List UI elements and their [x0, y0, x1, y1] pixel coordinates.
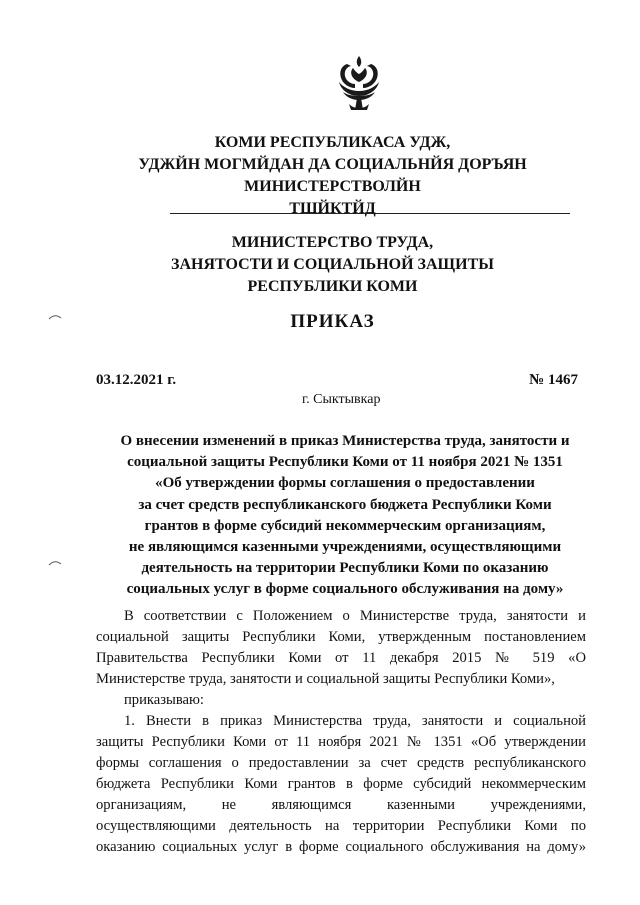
body-line: защиты Республики Коми от 11 ноября 2021 № 1351 «Об утверждении: [96, 734, 586, 750]
header-ministry: [50, 232, 615, 298]
document-number: № 1467: [529, 372, 578, 388]
header-komi-line: МИНИСТЕРСТВОЛЙН: [244, 178, 421, 195]
header-divider: [170, 213, 570, 214]
header-komi-line: УДЖЙН МОГМЙДАН ДА СОЦИАЛЬНЙЯ ДОРЪЯН: [138, 156, 527, 173]
subject-line: социальной защиты Республики Коми от 11 ноября 2021 № 1351: [127, 454, 563, 471]
body-line: 1. Внести в приказ Министерства труда, занятости и социальной: [124, 713, 586, 729]
document-city: г. Сыктывкар: [302, 392, 381, 407]
header-komi: [50, 132, 615, 220]
subject-line: социальных услуг в форме социального обслуживания на дому»: [126, 581, 564, 598]
scan-mark-icon: [48, 314, 62, 320]
body-line: формы соглашения о предоставлении за счет средств республиканского: [96, 755, 586, 771]
body-line: организациям, не являющимся казенными учреждениями,: [96, 797, 586, 813]
subject-line: О внесении изменений в приказ Министерства труда, занятости и: [120, 433, 570, 449]
body-order-line: приказываю:: [124, 692, 204, 708]
body-line: социальной защиты Республики Коми, утвержденным постановлением: [96, 629, 586, 645]
komi-emblem-icon: [333, 54, 385, 114]
header-komi-line: ТШЙКТЙД: [289, 200, 376, 217]
document-type: ПРИКАЗ: [290, 311, 375, 332]
header-ministry-line: ЗАНЯТОСТИ И СОЦИАЛЬНОЙ ЗАЩИТЫ: [171, 256, 494, 273]
body-line: осуществляющими деятельность на территории Республики Коми по: [96, 818, 586, 834]
document-subject: [95, 431, 595, 601]
subject-line: «Об утверждении формы соглашения о предоставлении: [155, 475, 535, 492]
document-date: 03.12.2021 г.: [96, 372, 177, 388]
subject-line: не являющимся казенными учреждениями, осуществляющими: [128, 539, 562, 556]
subject-line: деятельность на территории Республики Коми по оказанию: [141, 560, 549, 577]
header-ministry-line: МИНИСТЕРСТВО ТРУДА,: [231, 234, 434, 251]
header-ministry-line: РЕСПУБЛИКИ КОМИ: [247, 278, 418, 295]
subject-line: грантов в форме субсидий некоммерческим организациям,: [144, 517, 546, 534]
body-line: оказанию социальных услуг в форме социального обслуживания на дому»: [96, 839, 586, 855]
body-line: Министерстве труда, занятости и социальной защиты Республики Коми»,: [96, 671, 555, 687]
body-line: В соответствии с Положением о Министерстве труда, занятости и: [124, 608, 586, 624]
scan-mark-icon: [48, 560, 62, 566]
body-line: бюджета Республики Коми грантов в форме субсидий некоммерческим: [96, 776, 586, 792]
document-body: [96, 606, 586, 858]
header-komi-line: КОМИ РЕСПУБЛИКАСА УДЖ,: [214, 134, 451, 151]
subject-line: за счет средств республиканского бюджета Республики Коми: [138, 496, 552, 513]
body-line: Правительства Республики Коми от 11 декабря 2015 № 519 «О: [96, 650, 586, 666]
